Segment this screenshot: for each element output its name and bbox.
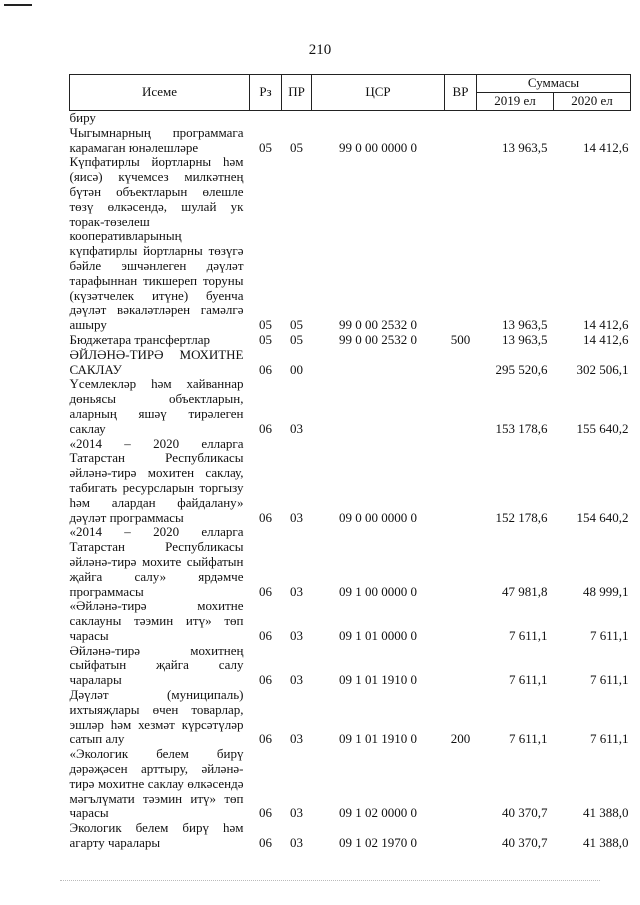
row-rz: 06 bbox=[259, 420, 272, 436]
row-rz: 06 bbox=[259, 361, 272, 377]
table-row bbox=[70, 348, 631, 378]
row-rz: 06 bbox=[259, 805, 272, 821]
row-vr bbox=[445, 525, 477, 599]
row-rz: 06 bbox=[259, 731, 272, 747]
row-vr bbox=[445, 155, 477, 333]
row-sum-2019: 13 963,5 bbox=[502, 317, 548, 333]
row-csr: 09 1 00 0000 0 bbox=[339, 583, 417, 599]
table-row bbox=[70, 688, 631, 747]
row-csr bbox=[312, 348, 445, 378]
header-name: Исеме bbox=[70, 75, 250, 111]
header-2019: 2019 ел bbox=[477, 93, 554, 111]
row-vr: 200 bbox=[450, 731, 471, 747]
row-name: «Экологик белем бирү дәрәҗәсен арттыру, әйләнә-тирә мохитне саклау өлкәсендә мәгълүмати тәэмин итү» төп чарасы bbox=[69, 746, 244, 821]
row-rz: 06 bbox=[259, 835, 272, 851]
row-sum-2019: 13 963,5 bbox=[502, 331, 548, 347]
table-row bbox=[70, 111, 631, 156]
page-number: 210 bbox=[308, 42, 332, 58]
row-sum-2019: 153 178,6 bbox=[495, 420, 548, 436]
row-sum-2020: 7 611,1 bbox=[589, 627, 629, 643]
row-csr: 09 1 01 1910 0 bbox=[339, 731, 417, 747]
row-csr: 09 1 02 0000 0 bbox=[339, 805, 417, 821]
header-2020: 2020 ел bbox=[554, 93, 631, 111]
row-pr: 00 bbox=[290, 361, 303, 377]
row-pr: 03 bbox=[290, 583, 303, 599]
row-sum-2019: 40 370,7 bbox=[502, 835, 548, 851]
row-vr bbox=[445, 599, 477, 643]
row-vr bbox=[445, 111, 477, 156]
row-csr: 99 0 00 2532 0 bbox=[339, 317, 417, 333]
row-vr bbox=[445, 747, 477, 821]
row-sum-2019: 152 178,6 bbox=[495, 509, 548, 525]
header-vr: ВР bbox=[445, 75, 477, 111]
row-sum-2020: 48 999,1 bbox=[583, 583, 629, 599]
row-sum-2020: 7 611,1 bbox=[589, 672, 629, 688]
row-csr: 99 0 00 2532 0 bbox=[339, 331, 417, 347]
row-csr: 09 1 01 1910 0 bbox=[339, 672, 417, 688]
header-sums: Суммасы bbox=[477, 75, 631, 93]
row-sum-2020: 155 640,2 bbox=[576, 420, 629, 436]
table-row bbox=[70, 333, 631, 348]
row-rz: 06 bbox=[259, 672, 272, 688]
row-name: Күпфатирлы йортларны һәм (яисә) күчемсез милкәтнең бүтән объектларын өлешле төзү өлкәсендә, шулай ук торак-төзелеш кооперативларының күпфатирлы йортларны төзүгә бәйле эшчәнлеген дәүләт тарафыннан тикшереп торуны (күзәтчелек итүне) буенча дәүләт вәкаләтләрен гамәлгә ашыру bbox=[69, 154, 244, 333]
row-pr: 03 bbox=[290, 805, 303, 821]
table-row bbox=[70, 525, 631, 599]
row-vr bbox=[445, 644, 477, 688]
row-vr bbox=[445, 377, 477, 436]
table-body bbox=[70, 111, 631, 851]
row-sum-2019: 40 370,7 bbox=[502, 805, 548, 821]
row-sum-2020: 14 412,6 bbox=[583, 331, 629, 347]
row-rz: 06 bbox=[259, 509, 272, 525]
row-name: «2014 – 2020 елларга Татарстан Республикасы әйләнә-тирә мохите сыйфатын җайга салу» ярдәмче программасы bbox=[69, 524, 244, 599]
row-name: Дәүләт (муниципаль) ихтыяҗлары өчен товарлар, эшләр һәм хезмәт күрсәтүләр сатып алу bbox=[69, 687, 244, 747]
row-csr: 09 0 00 0000 0 bbox=[339, 509, 417, 525]
table-row bbox=[70, 437, 631, 526]
row-vr bbox=[445, 821, 477, 851]
row-rz: 06 bbox=[259, 583, 272, 599]
row-vr: 500 bbox=[450, 331, 471, 347]
row-rz: 05 bbox=[259, 317, 272, 333]
row-name: Экологик белем бирү һәм агарту чаралары bbox=[69, 820, 244, 851]
table-row bbox=[70, 644, 631, 688]
row-pr: 03 bbox=[290, 672, 303, 688]
row-pr: 05 bbox=[290, 139, 303, 155]
row-rz: 06 bbox=[259, 627, 272, 643]
row-name: «2014 – 2020 елларга Татарстан Республикасы әйләнә-тирә мохитен саклау, табигать ресурсларын торгызу һәм алардан файдалану» дәүләт программасы bbox=[69, 435, 244, 525]
header-pr: ПР bbox=[282, 75, 312, 111]
row-rz: 05 bbox=[259, 139, 272, 155]
row-name: «Әйләнә-тирә мохитне саклауны тәэмин итү» төп чарасы bbox=[69, 598, 244, 643]
row-name: Бюджетара трансфертлар bbox=[69, 331, 210, 347]
row-csr: 09 1 01 0000 0 bbox=[339, 627, 417, 643]
table-row bbox=[70, 155, 631, 333]
footer-scan-marks bbox=[60, 880, 600, 881]
table-row bbox=[70, 747, 631, 821]
row-pr: 03 bbox=[290, 731, 303, 747]
row-pr: 03 bbox=[290, 509, 303, 525]
row-pr: 05 bbox=[290, 331, 303, 347]
row-csr: 09 1 02 1970 0 bbox=[339, 835, 417, 851]
row-name: Үсемлекләр һәм хайваннар дөньясы объектларын, аларның яшәү тирәлеген саклау bbox=[69, 376, 244, 436]
corner-mark bbox=[4, 4, 32, 6]
row-csr: 99 0 00 0000 0 bbox=[339, 139, 417, 155]
row-name: биру Чыгымнарның программага карамаган юнәлешләре bbox=[69, 110, 244, 155]
row-pr: 05 bbox=[290, 317, 303, 333]
row-name: Әйләнә-тирә мохитнең сыйфатын җайга салу чаралары bbox=[69, 642, 244, 688]
row-pr: 03 bbox=[290, 835, 303, 851]
budget-table bbox=[69, 74, 631, 851]
row-sum-2020: 41 388,0 bbox=[583, 835, 629, 851]
table-header bbox=[70, 75, 631, 111]
row-sum-2019: 295 520,6 bbox=[495, 361, 548, 377]
row-sum-2019: 13 963,5 bbox=[502, 139, 548, 155]
row-pr: 03 bbox=[290, 420, 303, 436]
row-sum-2019: 7 611,1 bbox=[508, 731, 548, 747]
row-csr bbox=[312, 377, 445, 436]
row-sum-2020: 7 611,1 bbox=[589, 731, 629, 747]
table-row bbox=[70, 821, 631, 851]
row-name: ӘЙЛӘНӘ-ТИРӘ МОХИТНЕ САКЛАУ bbox=[69, 346, 244, 377]
row-vr bbox=[445, 437, 477, 526]
table-row bbox=[70, 377, 631, 436]
row-sum-2020: 14 412,6 bbox=[583, 317, 629, 333]
row-sum-2020: 14 412,6 bbox=[583, 139, 629, 155]
row-sum-2020: 154 640,2 bbox=[576, 509, 629, 525]
header-rz: Рз bbox=[250, 75, 282, 111]
row-sum-2019: 7 611,1 bbox=[508, 627, 548, 643]
header-csr: ЦСР bbox=[312, 75, 445, 111]
table-row bbox=[70, 599, 631, 643]
row-rz: 05 bbox=[259, 331, 272, 347]
row-sum-2020: 302 506,1 bbox=[576, 361, 629, 377]
row-sum-2019: 47 981,8 bbox=[502, 583, 548, 599]
row-sum-2019: 7 611,1 bbox=[508, 672, 548, 688]
row-vr bbox=[445, 348, 477, 378]
row-pr: 03 bbox=[290, 627, 303, 643]
row-sum-2020: 41 388,0 bbox=[583, 805, 629, 821]
